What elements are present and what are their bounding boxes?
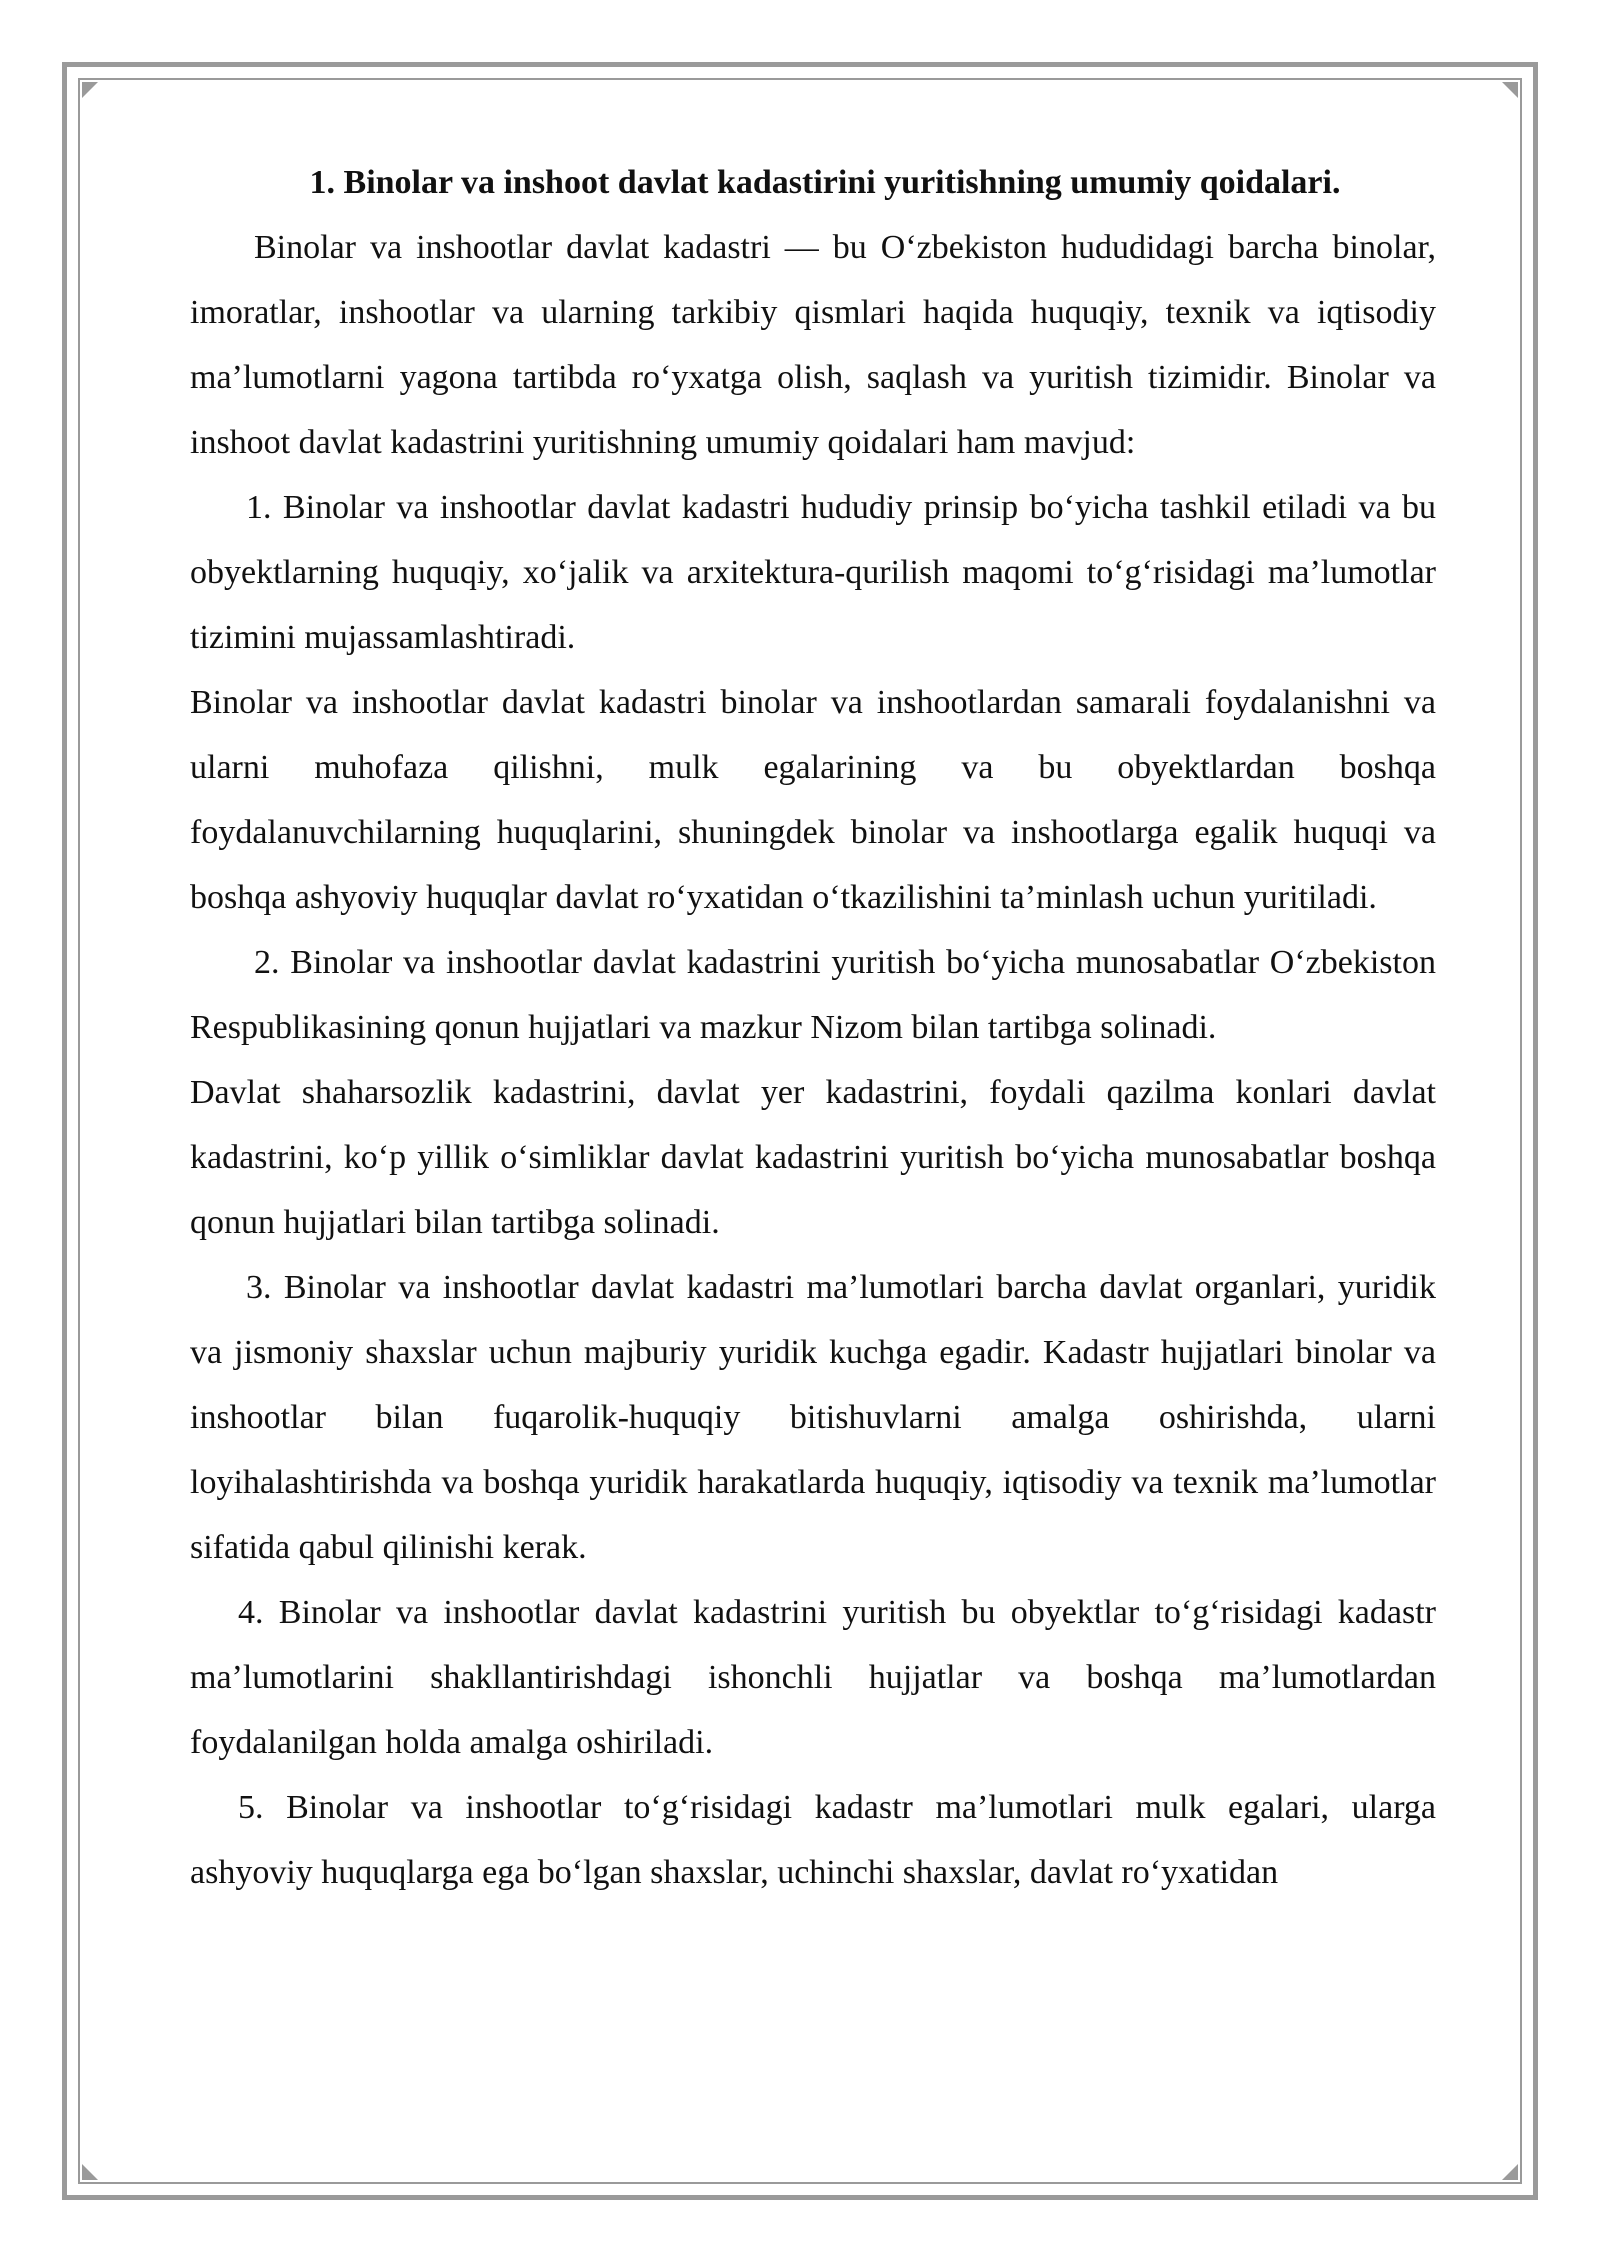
section-heading: 1. Binolar va inshoot davlat kadastirini yuritishning umumiy qoidalari. [309,164,1341,201]
corner-ornament-bottom-right [1502,2164,1518,2180]
corner-ornament-top-right [1502,82,1518,98]
paragraph-item-4: 4. Binolar va inshootlar davlat kadastrini yuritish bu obyektlar to‘g‘risidagi kadastr ma’lumotlarini shakllantirishdagi ishonchli hujjatlar va boshqa ma’lumotlardan foydalanilgan holda amalga oshiriladi. [190,1594,1436,1761]
paragraph-intro: Binolar va inshootlar davlat kadastri — bu O‘zbekiston hududidagi barcha binolar, imoratlar, inshootlar va ularning tarkibiy qismlari haqida huquqiy, texnik va iqtisodiy ma’lumotlarni yagona tartibda ro‘yxatga olish, saqlash va yuritish tizimidir. Binolar va inshoot davlat kadastrini yuritishning umumiy qoidalari ham mavjud: [190,229,1436,461]
document-body [190,150,1436,1905]
paragraph-item-1-detail: Binolar va inshootlar davlat kadastri binolar va inshootlardan samarali foydalanishni va ularni muhofaza qilishni, mulk egalarining va bu obyektlardan boshqa foydalanuvchilarning huquqlarini, shuningdek binolar va inshootlarga egalik huquqi va boshqa ashyoviy huquqlar davlat ro‘yxatidan o‘tkazilishini ta’minlash uchun yuritiladi. [190,684,1436,916]
paragraph-item-5: 5. Binolar va inshootlar to‘g‘risidagi kadastr ma’lumotlari mulk egalari, ularga ashyoviy huquqlarga ega bo‘lgan shaxslar, uchinchi shaxslar, davlat ro‘yxatidan [190,1789,1436,1891]
paragraph-item-1: 1. Binolar va inshootlar davlat kadastri hududiy prinsip bo‘yicha tashkil etiladi va bu obyektlarning huquqiy, xo‘jalik va arxitektura-qurilish maqomi to‘g‘risidagi ma’lumotlar tizimini mujassamlashtiradi. [190,489,1436,656]
paragraph-item-3: 3. Binolar va inshootlar davlat kadastri ma’lumotlari barcha davlat organlari, yuridik va jismoniy shaxslar uchun majburiy yuridik kuchga egadir. Kadastr hujjatlari binolar va inshootlar bilan fuqarolik-huquqiy bitishuvlarni amalga oshirishda, ularni loyihalashtirishda va boshqa yuridik harakatlarda huquqiy, iqtisodiy va texnik ma’lumotlar sifatida qabul qilinishi kerak. [190,1269,1436,1566]
paragraph-item-2-detail: Davlat shaharsozlik kadastrini, davlat yer kadastrini, foydali qazilma konlari davlat kadastrini, ko‘p yillik o‘simliklar davlat kadastrini yuritish bo‘yicha munosabatlar boshqa qonun hujjatlari bilan tartibga solinadi. [190,1074,1436,1241]
corner-ornament-top-left [82,82,98,98]
corner-ornament-bottom-left [82,2164,98,2180]
paragraph-item-2: 2. Binolar va inshootlar davlat kadastrini yuritish bo‘yicha munosabatlar O‘zbekiston Respublikasining qonun hujjatlari va mazkur Nizom bilan tartibga solinadi. [190,944,1436,1046]
